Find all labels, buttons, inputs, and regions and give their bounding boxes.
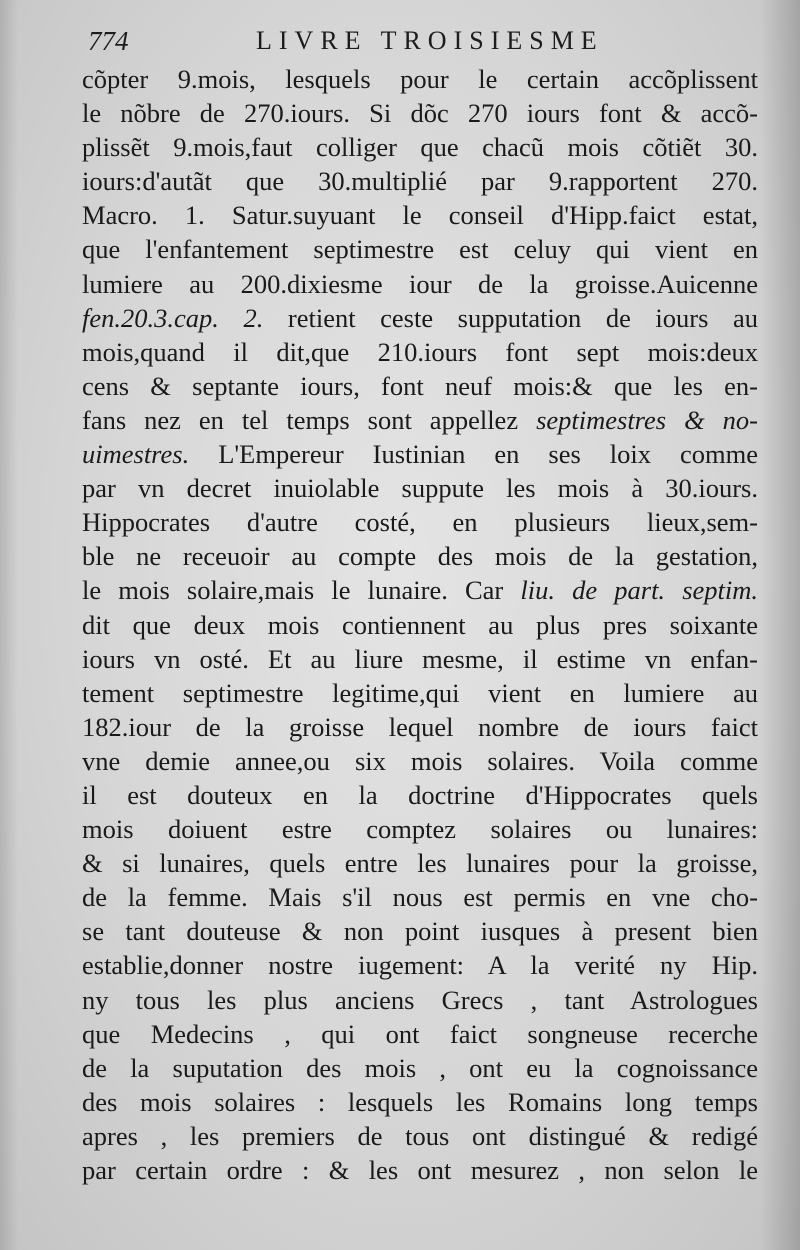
text-line [82,130,758,164]
line-text: ny tous les plus anciens Grecs , tant Astrologues [82,984,758,1015]
body-text [82,62,758,1187]
text-line [82,1119,758,1153]
text-line [82,62,758,96]
text-line [82,96,758,130]
line-text: fans nez en tel temps sont appellez [82,404,537,435]
line-text: retient ceste supputation de iours au [263,302,758,333]
line-text: de la femme. Mais s'il nous est permis en vne cho- [82,882,758,913]
text-line [82,369,758,403]
text-line [82,403,758,437]
line-text: par certain ordre : & les ont mesurez , non selon le [82,1155,758,1185]
text-line [82,573,758,607]
line-text: le mois solaire,mais le lunaire. Car [82,575,521,606]
line-text: apres , les premiers de tous ont distingué & redigé [82,1120,758,1151]
text-line [82,676,758,710]
line-text: establie,donner nostre iugement: A la verité ny Hip. [82,950,758,981]
line-text: se tant douteuse & non point iusques à present bien [82,916,758,947]
text-line [82,232,758,266]
line-text: tement septimestre legitime,qui vient en lumiere au [82,677,758,708]
line-text: 182.iour de la groisse lequel nombre de iours faict [82,711,758,742]
text-line [82,710,758,744]
line-text: des mois solaires : lesquels les Romains long temps [82,1086,758,1117]
text-line [82,608,758,642]
line-text: par vn decret inuiolable suppute les mois à 30.iours. [82,473,758,504]
line-text: iours:d'autãt que 30.multiplié par 9.rapportent 270. [82,166,758,197]
running-title: LIVRE TROISIESME [256,26,604,55]
line-italic-text: septimestres & no- [536,404,758,435]
line-text: iours vn osté. Et au liure mesme, il estime vn enfan- [82,643,758,674]
text-line [82,471,758,505]
text-line [82,846,758,880]
text-line [82,164,758,198]
line-text: cõpter 9.mois, lesquels pour le certain accõplissent [82,64,758,94]
text-line [82,1153,758,1187]
text-line [82,335,758,369]
text-line [82,778,758,812]
text-line [82,267,758,301]
line-text: ble ne receuoir au compte des mois de la gestation, [82,541,758,572]
text-line [82,1017,758,1051]
line-text: que l'enfantement septimestre est celuy qui vient en [82,234,758,265]
line-text: plissẽt 9.mois,faut colliger que chacũ mois cõtiẽt 30. [82,132,758,163]
line-text: il est douteux en la doctrine d'Hippocrates quels [82,779,758,810]
text-line [82,437,758,471]
line-text: mois,quand il dit,que 210.iours font sept mois:deux [82,336,758,367]
line-text: Hippocrates d'autre costé, en plusieurs lieux,sem- [82,507,758,538]
line-italic-text: fen.20.3.cap. 2. [82,302,264,333]
text-line [82,983,758,1017]
text-line [82,744,758,778]
line-text: L'Empereur Iustinian en ses loix comme [189,439,758,470]
text-line [82,812,758,846]
text-line [82,948,758,982]
text-line [82,1051,758,1085]
line-text: vne demie annee,ou six mois solaires. Voila comme [82,745,758,776]
text-line [82,301,758,335]
text-line [82,1085,758,1119]
text-line [82,539,758,573]
line-text: cens & septante iours, font neuf mois:& que les en- [82,370,758,401]
line-text: que Medecins , qui ont faict songneuse recerche [82,1018,758,1049]
text-line [82,642,758,676]
page-header [88,22,728,62]
text-line [82,880,758,914]
line-text: lumiere au 200.dixiesme iour de la groisse.Auicenne [82,268,758,299]
text-line [82,505,758,539]
text-line [82,198,758,232]
line-text: Macro. 1. Satur.suyuant le conseil d'Hipp.faict estat, [82,200,758,231]
line-text: le nõbre de 270.iours. Si dõc 270 iours font & accõ- [82,98,758,129]
line-text: & si lunaires, quels entre les lunaires pour la groisse, [82,848,758,879]
page-number: 774 [88,26,129,56]
line-text: mois doiuent estre comptez solaires ou lunaires: [82,814,758,845]
text-line [82,914,758,948]
line-text: de la suputation des mois , ont eu la cognoissance [82,1052,758,1083]
line-italic-text: liu. de part. septim. [520,575,758,606]
line-text: dit que deux mois contiennent au plus pres soixante [82,609,758,640]
line-italic-text: uimestres. [82,439,190,470]
